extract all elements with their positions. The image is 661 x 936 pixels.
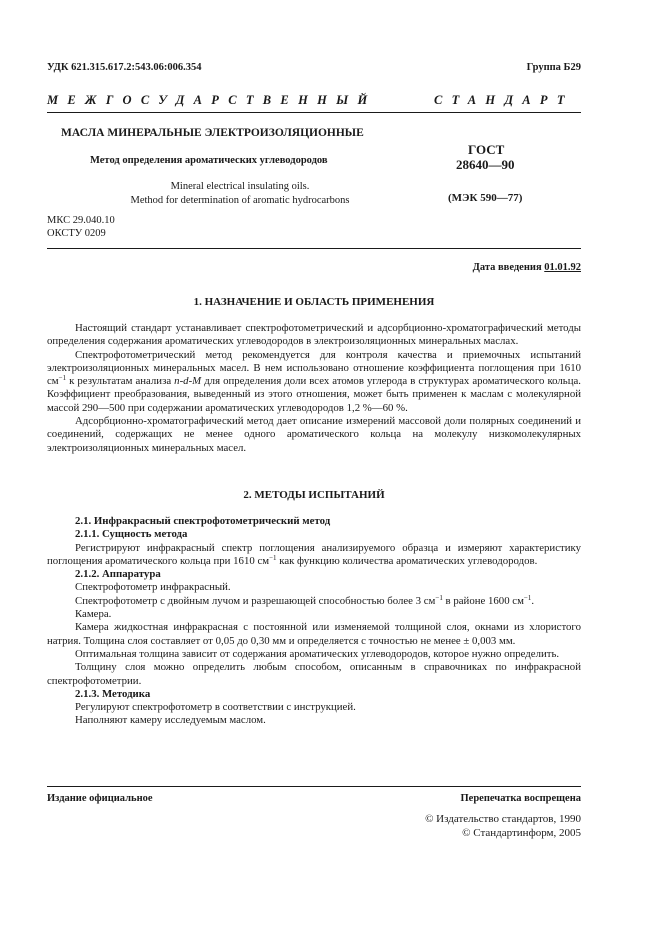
item-thickness-determination: Толщину слоя можно определить любым способом, описанным в справочниках по инфракрасной спектрофотометрии. xyxy=(47,661,581,687)
paragraph-chromatographic: Адсорбционно-хроматографический метод дает описание измерений массовой доли полярных соединений и соединений, содержащих не менее одного ароматического кольца на молекулу низкомолекулярных электроизоляционных минеральных масел. xyxy=(47,415,581,454)
item-optimal-thickness: Оптимальная толщина зависит от содержания ароматических углеводородов, которое нужно определить. xyxy=(75,647,560,660)
item-double-beam: Спектрофотометр с двойным лучом и разрешающей способностью более 3 $см^{-1}$ в районе 1600 $см^{-1}$. xyxy=(75,593,535,607)
step-fill-cell: Наполняют камеру исследуемым маслом. xyxy=(75,714,266,727)
subsection-2-1-1-heading: 2.1.1. Сущность метода xyxy=(75,528,188,541)
item-cell: Камера. xyxy=(75,608,112,621)
paragraph-purpose: Настоящий стандарт устанавливает спектрофотометрический и адсорбционно-хроматографический методы определения содержания ароматических углеводородов в электроизоляционных минеральных маслах. xyxy=(47,322,581,348)
subsection-2-1-2-heading: 2.1.2. Аппаратура xyxy=(75,568,161,581)
standard-subtitle: Метод определения ароматических углеводородов xyxy=(90,155,328,166)
english-title-line1: Mineral electrical insulating oils. xyxy=(170,181,310,192)
banner-left: МЕЖГОСУДАРСТВЕННЫЙ xyxy=(47,93,377,107)
section-1-body xyxy=(47,322,581,455)
standard-title: МАСЛА МИНЕРАЛЬНЫЕ ЭЛЕКТРОИЗОЛЯЦИОННЫЕ xyxy=(61,127,364,139)
effective-date-label: Дата введения xyxy=(472,262,542,273)
udk-code: УДК 621.315.617.2:543.06:006.354 xyxy=(47,62,202,73)
official-edition: Издание официальное xyxy=(47,793,153,804)
reprint-prohibited: Перепечатка воспрещена xyxy=(460,793,581,804)
section-2-heading: 2. МЕТОДЫ ИСПЫТАНИЙ xyxy=(243,489,385,501)
copyright-publisher: © Издательство стандартов, 1990 xyxy=(425,813,581,825)
interstate-standard-banner xyxy=(47,93,581,108)
group-code: Группа Б29 xyxy=(526,62,581,73)
item-ir-spectrophotometer: Спектрофотометр инфракрасный. xyxy=(75,581,231,594)
paragraph-spectrophotometric: Спектрофотометрический метод рекомендуется для контроля качества и приемочных испытаний электроизоляционных минеральных масел. В нем использовано отношение коэффициента поглощения при 1610 $см^{-1}$ к результатам анализа n-d-M для определения доли всех атомов углерода в структурах ароматического кольца. Коэффициент преобразования, выведенный из этого отношения, может быть применен к маслам с молекулярной массой 290—500 при содержании ароматических углеводородов 1,2 %—60 %. xyxy=(47,348,582,414)
banner-right: СТАНДАРТ xyxy=(434,93,574,107)
okstu-code: ОКСТУ 0209 xyxy=(47,228,106,239)
english-title-line2: Method for determination of aromatic hydrocarbons xyxy=(130,195,350,206)
paragraph-method-essence: Регистрируют инфракрасный спектр поглощения анализируемого образца и измеряют характеристику поглощения ароматического кольца при 1610 $см^{-1}$ как функцию количества ароматических углеводородов. xyxy=(47,541,581,567)
section-2-body xyxy=(47,515,581,728)
step-adjust-spectrophotometer: Регулируют спектрофотометр в соответствии с инструкцией. xyxy=(75,701,356,714)
effective-date-value: 01.01.92 xyxy=(544,262,581,273)
titleblock-rule xyxy=(47,248,581,249)
section-1-heading: 1. НАЗНАЧЕНИЕ И ОБЛАСТЬ ПРИМЕНЕНИЯ xyxy=(193,296,435,308)
gost-number: 28640—90 xyxy=(456,157,515,172)
header-rule xyxy=(47,112,581,113)
subsection-2-1-3-heading: 2.1.3. Методика xyxy=(75,687,151,700)
copyright-standartinform: © Стандартинформ, 2005 xyxy=(462,827,581,839)
effective-date xyxy=(473,262,581,273)
gost-label: ГОСТ xyxy=(468,142,505,157)
item-liquid-cell: Камера жидкостная инфракрасная с постоянной или изменяемой толщиной слоя, окнами из хлористого натрия. Толщина слоя составляет от 0,05 до 0,30 мм и определяется с точностью не менее ± 0,003 мм. xyxy=(47,621,581,647)
footer-rule xyxy=(47,786,581,787)
iec-reference: (МЭК 590—77) xyxy=(448,192,523,204)
mks-code: МКС 29.040.10 xyxy=(47,215,115,226)
subsection-2-1-heading: 2.1. Инфракрасный спектрофотометрический метод xyxy=(75,515,331,527)
